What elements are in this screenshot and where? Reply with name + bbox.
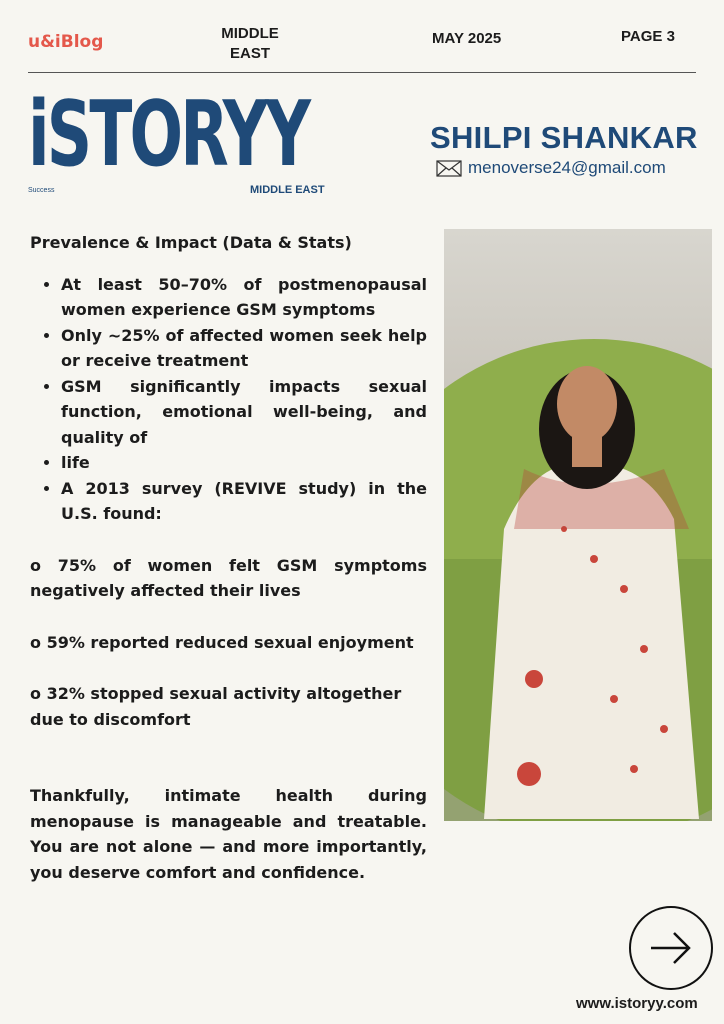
website-link[interactable]: www.istoryy.com	[576, 995, 698, 1012]
logo: iSTORYY	[28, 82, 309, 187]
envelope-icon	[436, 160, 462, 177]
issue-date: MAY 2025	[432, 30, 502, 47]
list-item: • A 2013 survey (REVIVE study) in the U.S. found:	[61, 476, 427, 527]
author-photo	[444, 229, 712, 821]
logo-subtitle: MIDDLE EAST	[250, 184, 325, 196]
sub-point: o 59% reported reduced sexual enjoyment	[30, 632, 414, 652]
closing-paragraph: Thankfully, intimate health during menopause is manageable and treatable. You are not alone — and more importantly, you deserve comfort and confidence.	[30, 786, 427, 882]
stats-list	[30, 272, 427, 527]
list-item: • GSM significantly impacts sexual function, emotional well-being, and quality of	[61, 374, 427, 451]
region-line-1: MIDDLE	[221, 25, 279, 42]
author-email[interactable]	[436, 158, 666, 178]
page-number: PAGE 3	[621, 28, 675, 45]
article-body	[30, 230, 427, 885]
list-item: • Only ~25% of affected women seek help or receive treatment	[61, 323, 427, 374]
list-item: • At least 50–70% of postmenopausal women experience GSM symptoms	[61, 272, 427, 323]
email-text: menoverse24@gmail.com	[468, 158, 666, 177]
section-heading: Prevalence & Impact (Data & Stats)	[30, 233, 352, 252]
sub-point: o 75% of women felt GSM symptoms negatively affected their lives	[30, 555, 427, 600]
next-page-button[interactable]	[629, 906, 713, 990]
region-label	[215, 24, 285, 64]
brand-label: u&iBlog	[28, 32, 104, 52]
portrait-image	[444, 229, 712, 821]
list-item: • life	[61, 450, 427, 476]
region-line-2: EAST	[229, 45, 270, 62]
author-name: SHILPI SHANKAR	[430, 120, 698, 155]
logo-tag: Success	[28, 187, 55, 194]
arrow-right-icon	[649, 931, 693, 965]
header-divider	[28, 72, 696, 73]
sub-point: o 32% stopped sexual activity altogether due to discomfort	[30, 684, 402, 729]
